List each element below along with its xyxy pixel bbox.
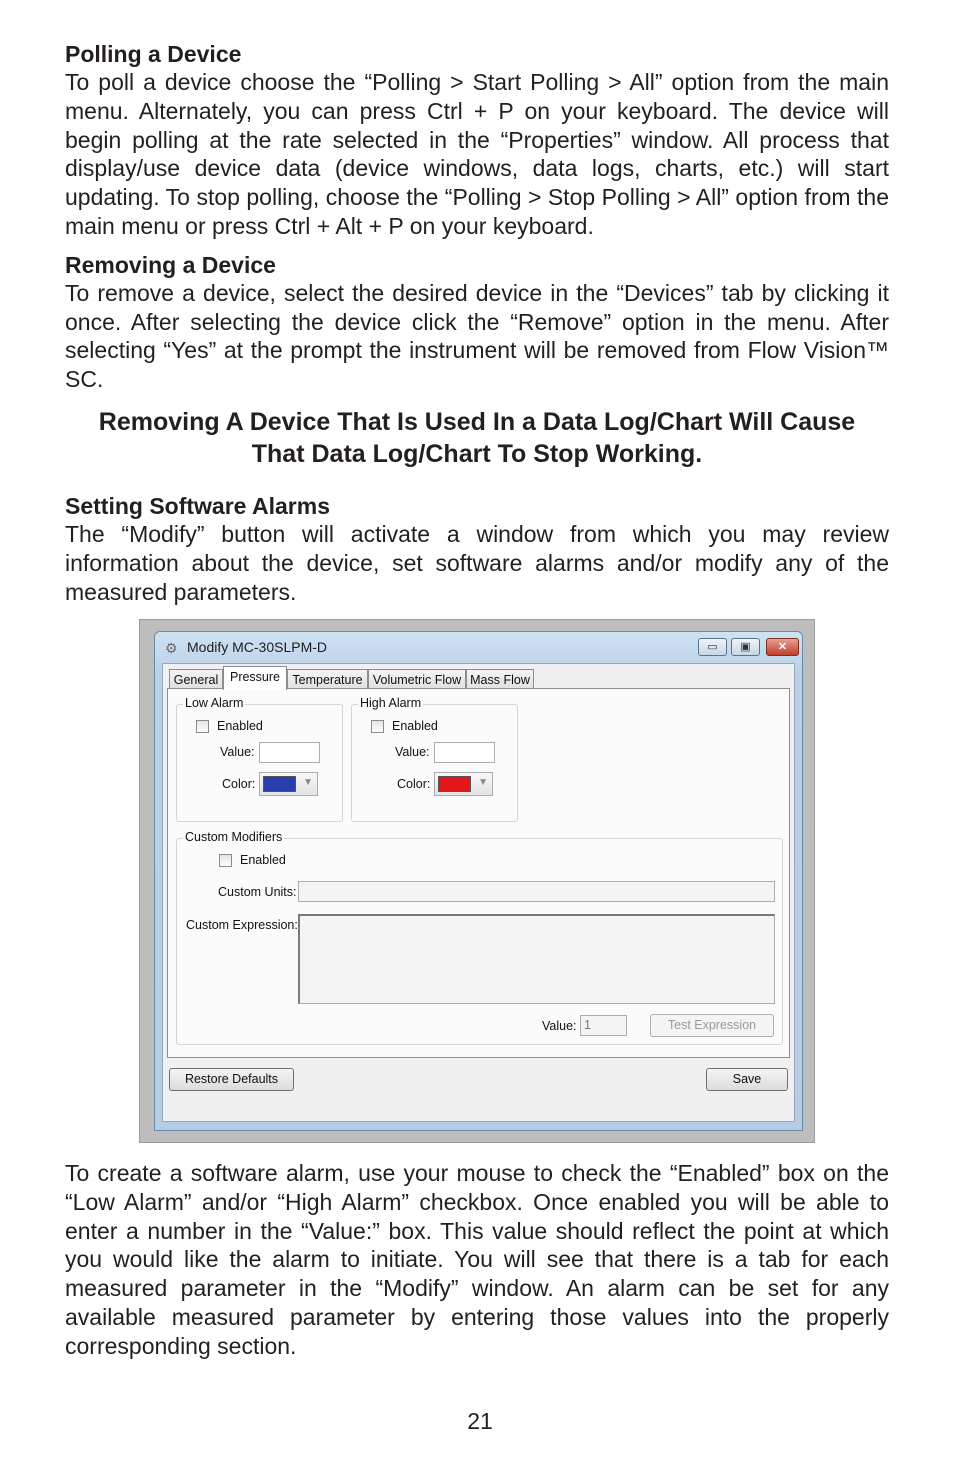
polling-heading: Polling a Device xyxy=(65,41,242,67)
gear-icon: ⚙ xyxy=(165,640,178,656)
low-alarm-color-select[interactable] xyxy=(259,772,318,796)
low-alarm-value-input[interactable] xyxy=(259,742,320,763)
tab-general[interactable]: General xyxy=(169,669,223,690)
after-screenshot-section xyxy=(65,1159,889,1361)
custom-enabled-label: Enabled xyxy=(240,853,286,867)
high-alarm-value-input[interactable] xyxy=(434,742,495,763)
alarms-heading: Setting Software Alarms xyxy=(65,492,330,519)
high-alarm-color-label: Color: xyxy=(397,777,431,791)
custom-value-label: Value: xyxy=(542,1019,577,1033)
maximize-button[interactable]: ▣ xyxy=(731,638,760,656)
custom-enabled-checkbox[interactable] xyxy=(219,854,232,867)
high-alarm-label: High Alarm xyxy=(360,696,422,710)
polling-body: To poll a device choose the “Polling > Start Polling > All” option from the main menu. Alternately, you can press Ctrl + P on your keyboard. The device will begin polling at the rate selected in the “Properties” window. All process that display/use device data (device windows, data logs, charts, etc.) will start updating. To stop polling, choose the “Polling > Stop Polling > All” option from the main menu or press Ctrl + Alt + P on your keyboard. xyxy=(65,69,889,239)
close-button[interactable]: ✕ xyxy=(766,638,799,656)
window-client-area xyxy=(162,663,795,1122)
minimize-button[interactable]: ▭ xyxy=(698,638,727,656)
low-alarm-label: Low Alarm xyxy=(185,696,244,710)
low-alarm-value-label: Value: xyxy=(220,745,255,759)
tab-volumetric-flow[interactable]: Volumetric Flow xyxy=(368,669,466,690)
restore-defaults-button[interactable]: Restore Defaults xyxy=(169,1068,294,1091)
high-alarm-enabled-label: Enabled xyxy=(392,719,438,733)
test-expression-button[interactable]: Test Expression xyxy=(650,1014,774,1037)
tab-mass-flow[interactable]: Mass Flow xyxy=(466,669,534,690)
custom-expression-label: Custom Expression: xyxy=(186,918,298,932)
chevron-down-icon: ▼ xyxy=(303,777,313,788)
high-alarm-group xyxy=(351,696,518,822)
custom-expression-input[interactable] xyxy=(298,914,775,1004)
pressure-tab-panel xyxy=(167,688,790,1058)
removing-heading: Removing a Device xyxy=(65,251,276,278)
page-content xyxy=(65,40,889,606)
title-bar xyxy=(155,632,802,662)
tab-temperature[interactable]: Temperature xyxy=(287,669,368,690)
save-button[interactable]: Save xyxy=(706,1068,788,1091)
custom-modifiers-group xyxy=(176,830,783,1045)
chevron-down-icon: ▼ xyxy=(478,777,488,788)
custom-units-input[interactable] xyxy=(298,881,775,902)
high-alarm-value-label: Value: xyxy=(395,745,430,759)
modify-window-screenshot xyxy=(139,619,815,1143)
high-alarm-color-swatch xyxy=(438,776,471,792)
custom-modifiers-label: Custom Modifiers xyxy=(185,830,283,844)
modify-window xyxy=(154,631,803,1131)
low-alarm-color-swatch xyxy=(263,776,296,792)
high-alarm-color-select[interactable] xyxy=(434,772,493,796)
removing-body: To remove a device, select the desired device in the “Devices” tab by clicking it once. After selecting the device click the “Remove” option in the menu. After selecting “Yes” at the prompt the instrument will be removed from Flow Vision™ SC. xyxy=(65,279,889,393)
low-alarm-color-label: Color: xyxy=(222,777,256,791)
alarms-body: The “Modify” button will activate a window from which you may review information about the device, set software alarms and/or modify any of the measured parameters. xyxy=(65,520,889,605)
alarm-instructions-body: To create a software alarm, use your mouse to check the “Enabled” box on the “Low Alarm” and/or “High Alarm” checkbox. Once enabled you will be able to enter a number in the “Value:” box. This value should reflect the point at which you would like the alarm to initiate. You will see that there is a tab for each measured parameter in the “Modify” window. An alarm can be set for any available measured parameter by entering those values into the properly corresponding section. xyxy=(65,1160,889,1359)
low-alarm-enabled-label: Enabled xyxy=(217,719,263,733)
page-number: 21 xyxy=(467,1408,493,1434)
low-alarm-enabled-checkbox[interactable] xyxy=(196,720,209,733)
custom-units-label: Custom Units: xyxy=(218,885,297,899)
window-title: Modify MC-30SLPM-D xyxy=(187,639,328,655)
low-alarm-group xyxy=(176,696,343,822)
high-alarm-enabled-checkbox[interactable] xyxy=(371,720,384,733)
custom-value-input[interactable]: 1 xyxy=(580,1015,627,1036)
warning-notice: Removing A Device That Is Used In a Data Log/Chart Will Cause That Data Log/Chart To Stop Working. xyxy=(98,407,856,468)
tab-pressure[interactable]: Pressure xyxy=(223,666,287,690)
